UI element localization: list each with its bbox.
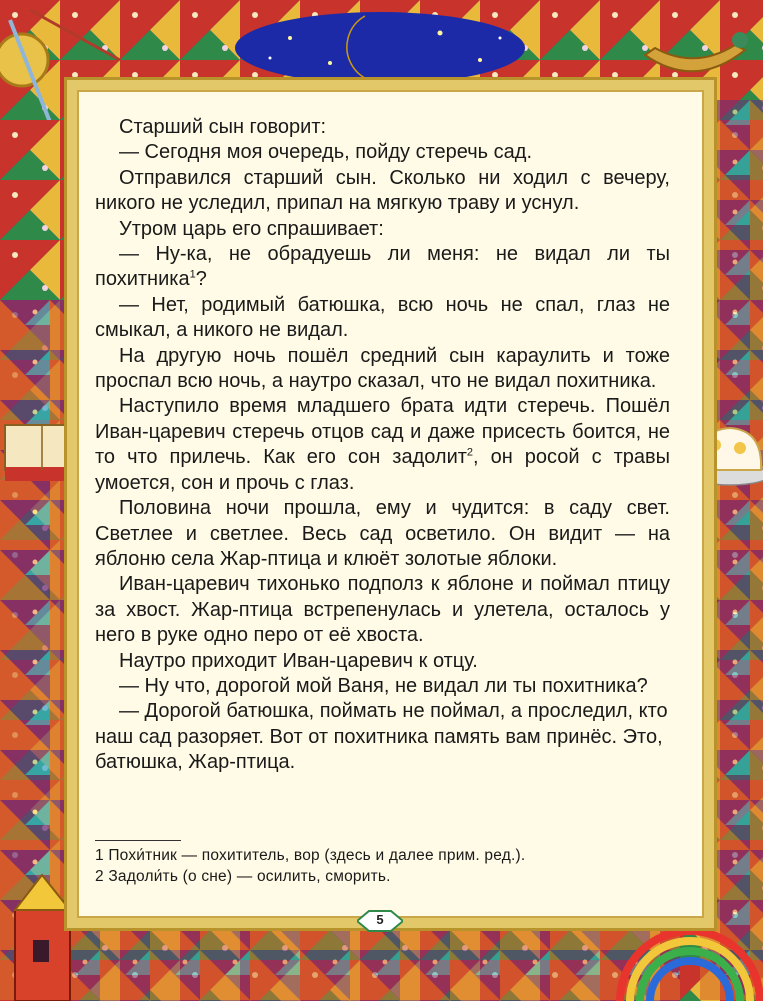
footnote-divider	[95, 840, 181, 841]
paragraph: — Сегодня моя очередь, пойду стеречь сад.	[119, 141, 532, 164]
paragraph: — Нет, родимый батюшка, всю ночь не спал, глаз не смыкал, а никого не видал.	[95, 293, 670, 342]
paragraph: Утром царь его спрашивает:	[119, 217, 384, 240]
footnotes	[95, 845, 675, 887]
paragraph: Половина ночи прошла, ему и чудится: в саду свет. Светлее и светлее. Весь сад осветило. Он видит — на яблоню села Жар-птица и клюёт золотые яблоки.	[95, 497, 670, 570]
paragraph: Старший сын говорит:	[119, 116, 327, 138]
page-number-badge	[357, 910, 403, 932]
footnote-ref: 2	[466, 446, 474, 459]
paragraph: — Дорогой батюшка, поймать не поймал, а проследил, кто наш сад разоряет. Вот от похитника память вам принёс. Это, батюшка, Жар-птица.	[95, 700, 668, 774]
footnote: 2 Задоли́ть (о сне) — осилить, сморить.	[95, 868, 391, 885]
page-number: 5	[376, 912, 384, 927]
paragraph: — Ну что, дорогой мой Ваня, не видал ли ты похитника?	[119, 674, 648, 697]
paragraph: Наутро приходит Иван-царевич к отцу.	[119, 649, 478, 672]
story-text	[95, 115, 670, 776]
footnote-ref: 1	[189, 268, 196, 281]
paragraph: На другую ночь пошёл средний сын караулить и тоже проспал всю ночь, а наутро сказал, что не видал похитника.	[95, 344, 670, 393]
paragraph: Иван-царевич тихонько подполз к яблоне и поймал птицу за хвост. Жар-птица встрепенулась и улетела, осталось у него в руке одно перо от её хвоста.	[95, 573, 670, 647]
paragraph: — Ну-ка, не обрадуешь ли меня: не видал ли ты похитника$^1$?	[95, 243, 670, 291]
paragraph: Отправился старший сын. Сколько ни ходил с вечеру, никого не уследил, припал на мягкую траву и уснул.	[95, 166, 670, 215]
crescent-moon-night-sky	[230, 8, 530, 86]
footnote: 1 Похи́тник — похититель, вор (здесь и далее прим. ред.).	[95, 847, 526, 864]
paragraph: Наступило время младшего брата идти стеречь. Пошёл Иван-царевич стеречь отцов сад и даже присесть боится, не то что прилечь. Как его сон задолит$^2$, он росой с травы умоется, сон и прочь с глаз.	[95, 395, 670, 494]
